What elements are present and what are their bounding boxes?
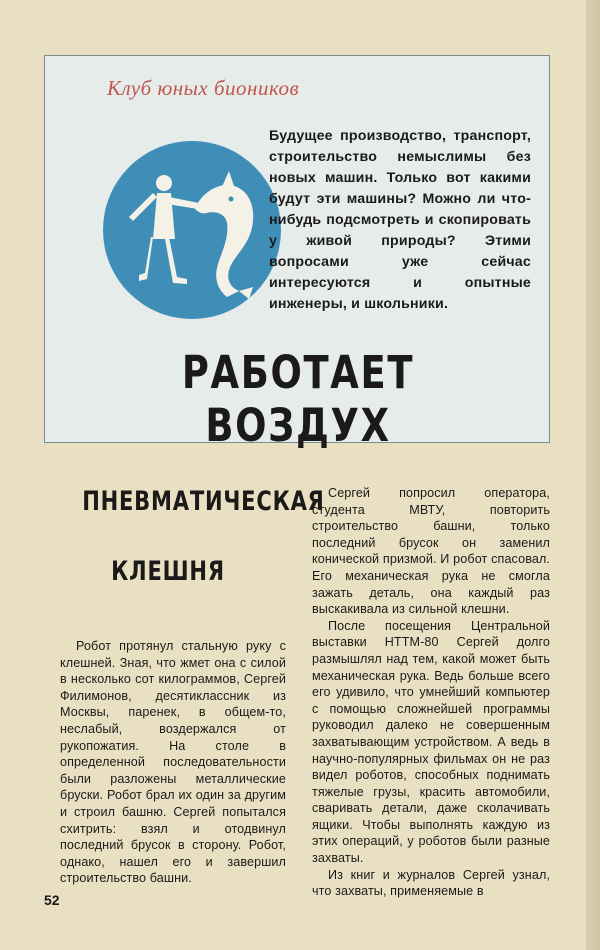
subtitle-line-1: ПНЕВМАТИЧЕСКАЯ xyxy=(82,486,325,517)
page-number: 52 xyxy=(44,892,60,908)
right-paragraph-2: После посещения Центральной выставки НТТМ-80 Сергей долго размышлял над тем, какой может быть механическая рука. Ведь больше всего его удивило, что умнейший компьютер с помощью сложнейшей программы руководил далеко не совершенным захватывающим устройством. А ведь в научно-популярных фильмах он не раз видел роботов, способных поднимать тяжелые грузы, красить автомобили, сваривать детали, даже сколачивать ящики. Чтобы выполнять каждую из этих операций, у роботов были разные захваты. xyxy=(312,618,550,866)
right-paragraph-3: Из книг и журналов Сергей узнал, что захваты, применяемые в xyxy=(312,867,550,899)
headline: РАБОТАЕТ ВОЗДУХ xyxy=(181,346,415,452)
club-title: Клуб юных биоников xyxy=(107,76,300,100)
club-header-box xyxy=(44,55,550,452)
right-paragraph-1: Сергей попросил оператора, студента МВТУ, повторить строительство башни, только последний брусок он заменил конической призмой. И робот спасовал. Его механическая рука не смогла зажать деталь, она каждый раз выскакивала из сильной клешни. xyxy=(312,486,550,617)
intro-paragraph: Будущее производство, транспорт, строительство немыслимы без новых машин. Только вот какими будут эти машины? Можно ли что-нибудь подсмотреть и скопировать у живой природы? Этими вопросами уже сейчас интересуются и опытные инженеры, и школьники. xyxy=(269,128,531,312)
boy-and-dolphin-emblem-icon xyxy=(103,141,281,319)
page-edge xyxy=(586,0,600,950)
right-column xyxy=(312,485,550,900)
subtitle-line-2: КЛЕШНЯ xyxy=(111,556,225,587)
left-paragraph: Робот протянул стальную руку с клешней. Зная, что жмет она с силой в несколько сот килограммов, Сергей Филимонов, десятиклассник из Москвы, паренек, в общем-то, неслабый, воздержался от рукопожатия. На столе в определенной последовательности были разложены металлические бруски. Робот брал их один за другим и строил башню. Сергей попытался схитрить: взял и отодвинул последний брусок в сторону. Робот, однако, нашел его и завершил строительство башни. xyxy=(60,639,286,886)
left-column xyxy=(60,638,286,887)
